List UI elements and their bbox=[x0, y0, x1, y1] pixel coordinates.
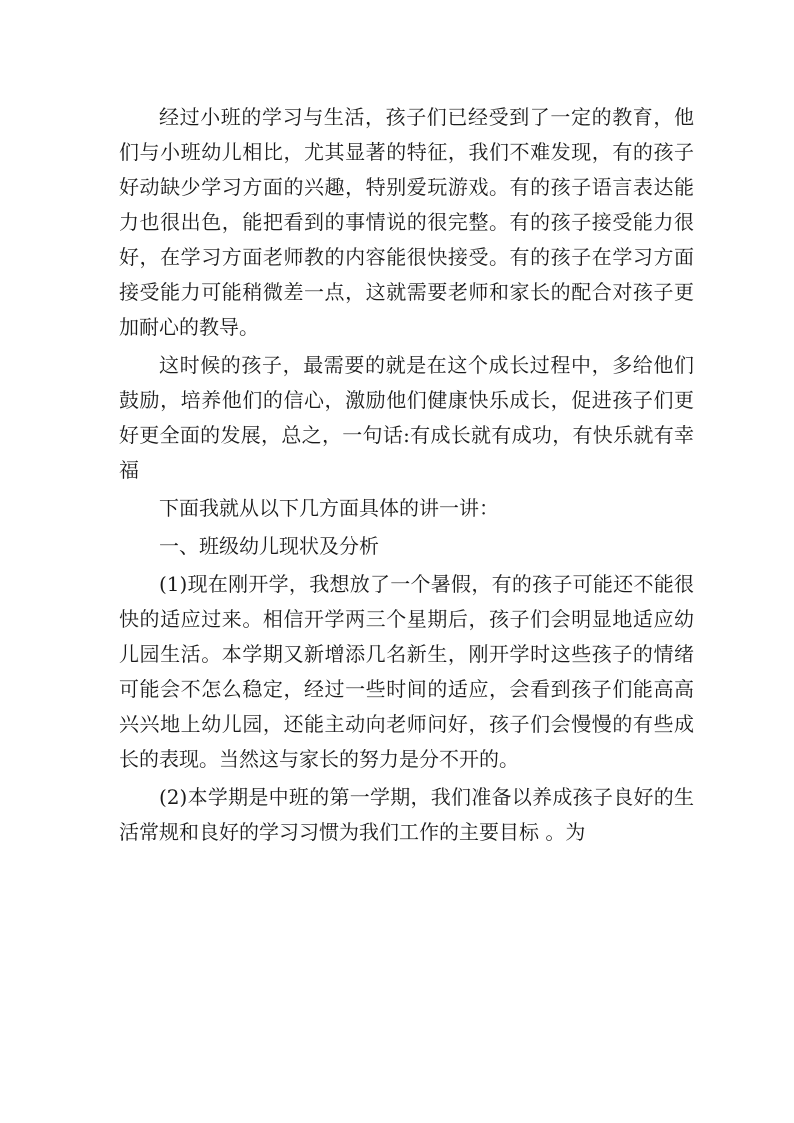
paragraph-outline-intro: 下面我就从以下几方面具体的讲一讲： bbox=[159, 496, 499, 520]
paragraph-intro: 经过小班的学习与生活，孩子们已经受到了一定的教育，他们与小班幼儿相比，尤其显著的特征，我们不难发现，有的孩子好动缺少学习方面的兴趣，特别爱玩游戏。有的孩子语言表达能力也很出色，能把看到的事情说的很完整。有的孩子接受能力很好，在学习方面老师教的内容能很快接受。有的孩子在学习方面接受能力可能稍微差一点，这就需要老师和家长的配合对孩子更加耐心的教导。 bbox=[119, 105, 694, 339]
section-heading-class-status: 一、班级幼儿现状及分析 bbox=[159, 534, 379, 558]
paragraph-point-2: (2)本学期是中班的第一学期，我们准备以养成孩子良好的生活常规和良好的学习习惯为我们工作的主要目标 。为 bbox=[119, 785, 694, 844]
document-body bbox=[119, 100, 694, 853]
paragraph-point-1: (1)现在刚开学，我想放了一个暑假，有的孩子可能还不能很快的适应过来。相信开学两三个星期后，孩子们会明显地适应幼儿园生活。本学期又新增添几名新生，刚开学时这些孩子的情绪可能会不怎么稳定，经过一些时间的适应，会看到孩子们能高高兴兴地上幼儿园，还能主动向老师问好，孩子们会慢慢的有些成长的表现。当然这与家长的努力是分不开的。 bbox=[119, 572, 694, 771]
paragraph-encouragement: 这时候的孩子，最需要的就是在这个成长过程中，多给他们鼓励，培养他们的信心，激励他们健康快乐成长，促进孩子们更好更全面的发展，总之，一句话:有成长就有成功，有快乐就有幸福 bbox=[119, 353, 694, 482]
